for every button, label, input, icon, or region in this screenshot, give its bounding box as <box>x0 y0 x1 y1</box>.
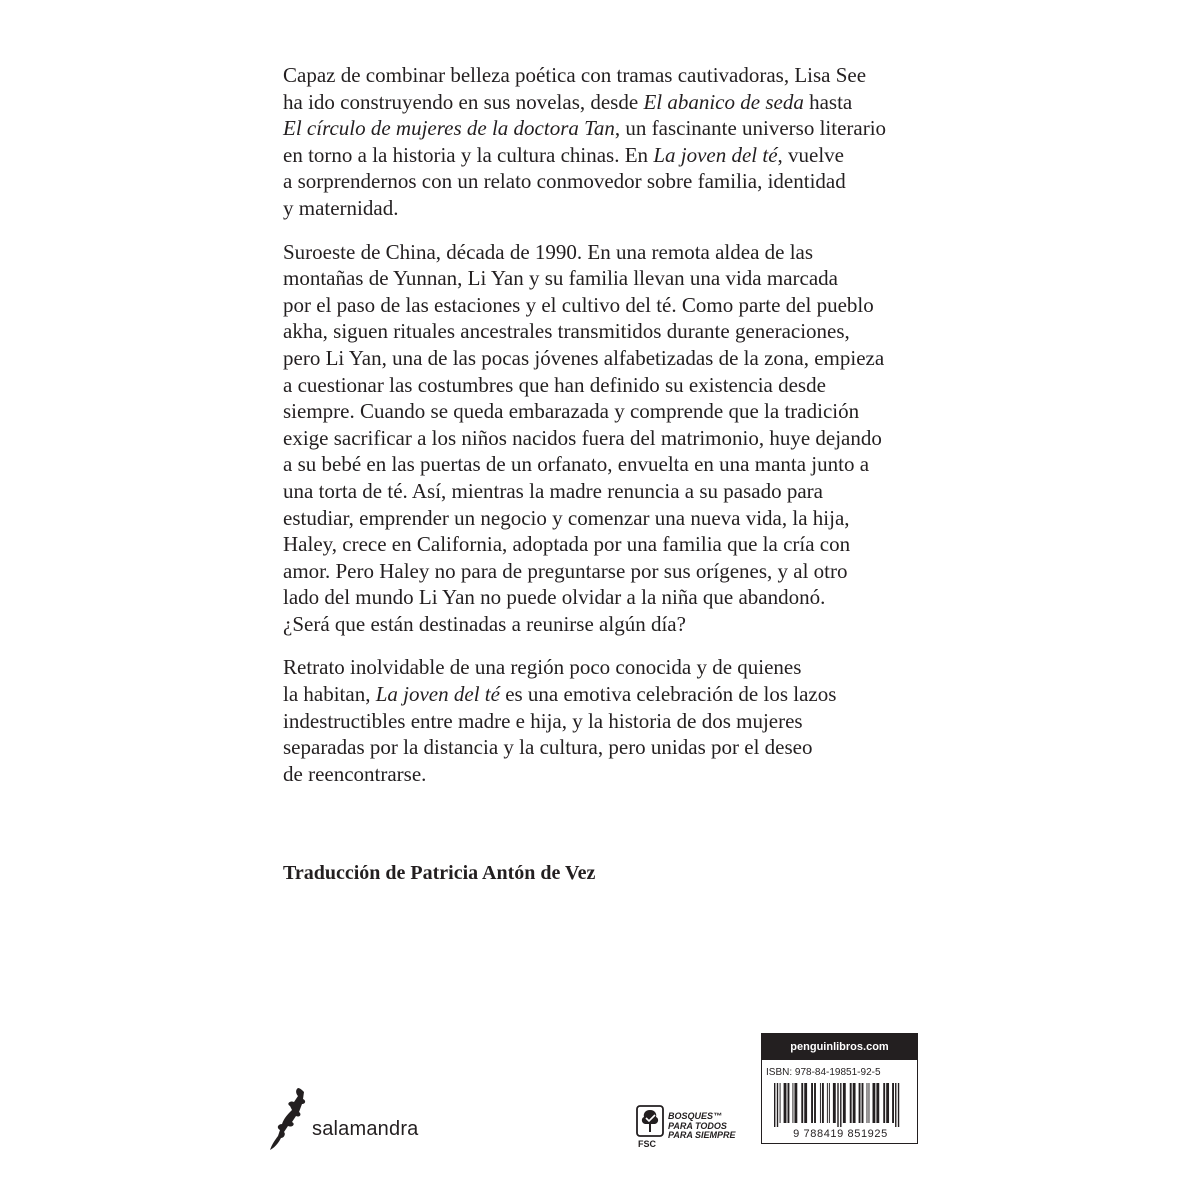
barcode-bar <box>867 1083 868 1123</box>
barcode-bar <box>804 1083 807 1123</box>
text-run: Capaz de combinar belleza poética con tramas cautivadoras, Lisa See ha ido construyendo en sus novelas, desde <box>283 63 867 114</box>
book-title-italic: El abanico de seda <box>643 89 804 114</box>
barcode-digits: 9 788419 851925 <box>793 1128 888 1140</box>
text-run: hasta <box>809 89 853 114</box>
barcode-bar <box>829 1083 830 1123</box>
barcode-bar <box>814 1083 816 1123</box>
book-title-italic: El círculo de mujeres de la doctora Tan <box>283 116 615 141</box>
barcode-bar <box>794 1083 797 1123</box>
barcode-bar <box>811 1083 813 1123</box>
barcode-bar <box>895 1083 896 1127</box>
barcode-bar <box>822 1083 824 1123</box>
barcode-bar <box>886 1083 889 1123</box>
barcode-bar <box>833 1083 836 1123</box>
blurb-text <box>283 62 923 804</box>
barcode-bar <box>801 1083 803 1123</box>
book-title-italic: La joven del té <box>375 682 500 707</box>
barcode-image <box>774 1083 907 1127</box>
barcode-bar <box>837 1083 838 1127</box>
barcode-bar <box>827 1083 828 1123</box>
text-run: es una emotiva celebración de los lazos indestructibles entre madre e hija, y la historia de dos mujeres separadas por la distancia y la cultura, pero unidas por el deseo de reencontrarse. <box>283 682 837 786</box>
fsc-mark <box>636 1105 746 1155</box>
barcode-panel <box>761 1033 918 1144</box>
barcode-bar <box>892 1083 894 1123</box>
barcode-bar <box>898 1083 899 1127</box>
salamander-icon <box>268 1084 314 1154</box>
book-title-italic: La joven del té <box>653 142 778 167</box>
fsc-slogan: BOSQUES™ PARA TODOS PARA SIEMPRE <box>668 1111 736 1140</box>
text-run: , vuelve a sorprendernos con un relato conmovedor sobre familia, identidad y maternidad. <box>283 142 846 220</box>
barcode-bar <box>850 1083 852 1123</box>
blurb-paragraph-1 <box>283 62 923 222</box>
publisher-name: salamandra <box>312 1118 419 1140</box>
blurb-paragraph-3 <box>283 654 923 787</box>
barcode-bar <box>820 1083 821 1123</box>
barcode-bar <box>784 1083 787 1123</box>
barcode-bar <box>873 1083 876 1123</box>
fsc-label: FSC <box>638 1139 656 1149</box>
barcode-bar <box>859 1083 861 1123</box>
publisher-logo <box>268 1084 438 1154</box>
barcode-bar <box>792 1083 793 1123</box>
barcode-bar <box>774 1083 775 1127</box>
barcode-bar <box>780 1083 781 1123</box>
barcode-bar <box>788 1083 790 1123</box>
isbn-label: ISBN: 978-84-19851-92-5 <box>766 1067 881 1078</box>
text-run: , un fascinante universo literario en torno a la historia y la cultura chinas. En <box>283 116 887 167</box>
barcode-bar <box>883 1083 885 1123</box>
barcode-bar <box>869 1083 870 1123</box>
barcode-bar <box>777 1083 778 1127</box>
barcode-bar <box>843 1083 846 1123</box>
translator-credit: Traducción de Patricia Antón de Vez <box>283 862 596 884</box>
barcode-bar <box>853 1083 856 1123</box>
tree-check-icon <box>636 1105 666 1139</box>
blurb-paragraph-2: Suroeste de China, década de 1990. En una remota aldea de las montañas de Yunnan, Li Yan y su familia llevan una vida marcada por el paso de las estaciones y el cultivo del té. Como parte del pueblo akha, siguen rituales ancestrales transmitidos durante generaciones, pero Li Yan, una de las pocas jóvenes alfabetizadas de la zona, empieza a cuestionar las costumbres que han definido su existencia desde siempre. Cuando se queda embarazada y comprende que la tradición exige sacrificar a los niños nacidos fuera del matrimonio, huye dejando a su bebé en las puertas de un orfanato, envuelta en una manta junto a una torta de té. Así, mientras la madre renuncia a su pasado para estudiar, emprender un negocio y comenzar una nueva vida, la hija, Haley, crece en California, adoptada por una familia que la cría con amor. Pero Haley no para de preguntarse por sus orígenes, y al otro lado del mundo Li Yan no puede olvidar a la niña que abandonó. ¿Será que están destinadas a reunirse algún día? <box>283 239 885 636</box>
barcode-bar <box>840 1083 841 1127</box>
text-run: Retrato inolvidable de una región poco conocida y de quienes la habitan, <box>283 655 802 707</box>
barcode-bar <box>862 1083 864 1123</box>
website-label: penguinlibros.com <box>762 1034 917 1060</box>
barcode-bar <box>876 1083 879 1123</box>
